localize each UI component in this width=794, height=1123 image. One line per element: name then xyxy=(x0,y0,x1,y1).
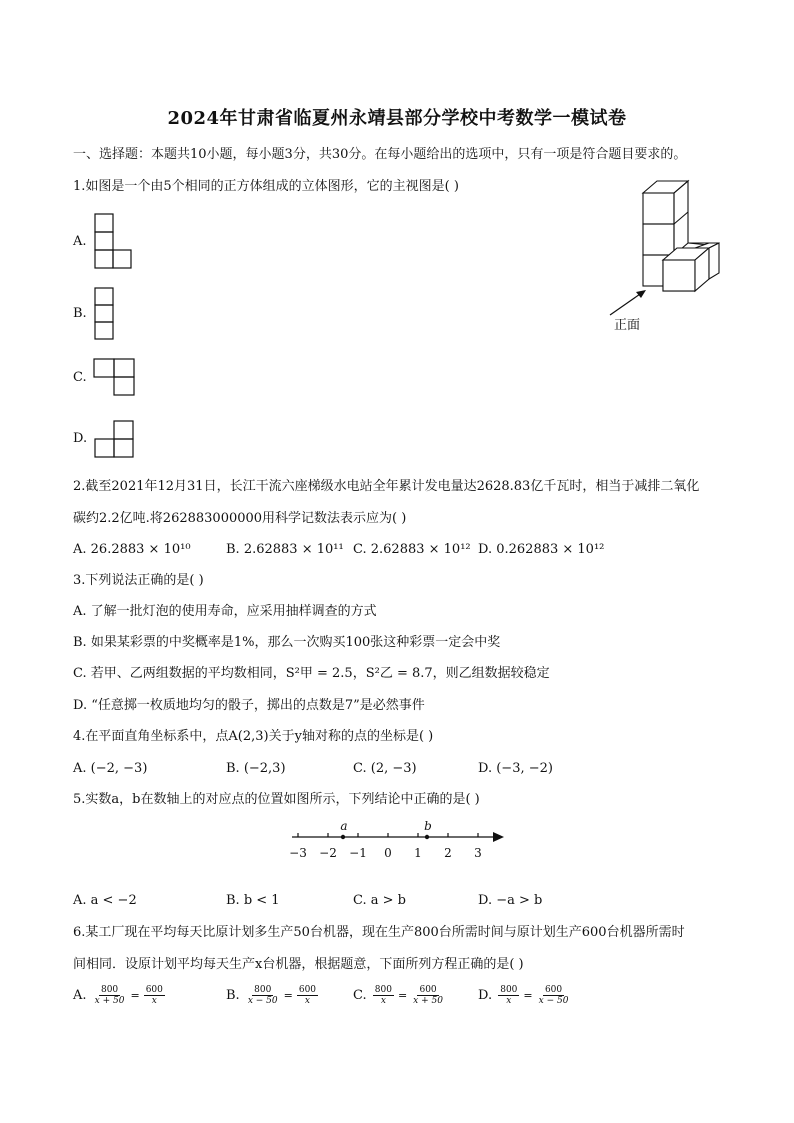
q1-option-a-figure xyxy=(94,213,134,271)
q3-option-d: D. “任意掷一枚质地均匀的骰子，掷出的点数是7”是必然事件 xyxy=(73,698,425,713)
q5-stem: 5.实数a，b在数轴上的对应点的位置如图所示，下列结论中正确的是( ) xyxy=(73,792,480,807)
q2-option-b: B. 2.62883 × 10¹¹ xyxy=(226,542,344,557)
q1-front-label: 正面 xyxy=(614,318,641,333)
number-line-point-b xyxy=(425,835,429,839)
q6-c-fraction-right: $\frac{600}{x + 50}$ xyxy=(413,985,443,1006)
q5-number-line xyxy=(288,812,508,864)
q5-option-d: D. −a > b xyxy=(478,893,543,908)
q2-option-d: D. 0.262883 × 10¹² xyxy=(478,542,605,557)
q6-option-b: B. $\frac{800}{x - 50}$ = $\frac{600}{x}$ xyxy=(226,985,317,1006)
q6-option-c: C. $\frac{800}{x}$ = $\frac{600}{x + 50}$ xyxy=(353,985,443,1006)
q6-d-fraction-left: $\frac{800}{x}$ xyxy=(500,985,518,1006)
number-line-tick-label: −2 xyxy=(319,846,337,860)
q4-option-a: A. (−2, −3) xyxy=(73,761,148,776)
q1-option-a-label: A. xyxy=(73,234,87,249)
q6-b-fraction-right: $\frac{600}{x}$ xyxy=(298,985,317,1006)
exam-title: 2024年甘肃省临夏州永靖县部分学校中考数学一模试卷 xyxy=(167,108,627,129)
section-heading: 一、选择题：本题共10小题，每小题3分，共30分。在每小题给出的选项中，只有一项是符合题目要求的。 xyxy=(73,147,687,162)
q5-option-b: B. b < 1 xyxy=(226,893,280,908)
q1-stem: 1.如图是一个由5个相同的正方体组成的立体图形，它的主视图是( ) xyxy=(73,179,459,194)
q6-a-fraction-left: $\frac{800}{x + 50}$ xyxy=(94,985,125,1006)
q4-option-b: B. (−2,3) xyxy=(226,761,286,776)
q1-option-d-label: D. xyxy=(73,431,88,446)
q6-c-fraction-left: $\frac{800}{x}$ xyxy=(374,985,392,1006)
q5-option-c: C. a > b xyxy=(353,893,406,908)
q6-option-c-letter: C. xyxy=(353,988,367,1003)
number-line-tick-label: −3 xyxy=(289,846,307,860)
q3-option-b: B. 如果某彩票的中奖概率是1%，那么一次购买100张这种彩票一定会中奖 xyxy=(73,635,501,650)
q5-option-a: A. a < −2 xyxy=(73,893,137,908)
q1-option-d-figure xyxy=(93,420,135,460)
q3-option-a: A. 了解一批灯泡的使用寿命，应采用抽样调查的方式 xyxy=(73,604,377,619)
q1-option-b-figure xyxy=(94,287,116,343)
q6-option-d: D. $\frac{800}{x}$ = $\frac{600}{x - 50}$ xyxy=(478,985,569,1006)
q1-option-c-figure xyxy=(93,358,135,398)
number-line-tick-label: −1 xyxy=(349,846,367,860)
number-line-tick-label: 1 xyxy=(414,846,422,860)
q6-option-d-letter: D. xyxy=(478,988,493,1003)
q6-option-a-letter: A. xyxy=(73,988,87,1003)
q3-option-c: C. 若甲、乙两组数据的平均数相同，S²甲 = 2.5，S²乙 = 8.7，则乙组数据较稳定 xyxy=(73,666,550,681)
q4-stem: 4.在平面直角坐标系中，点A(2,3)关于y轴对称的点的坐标是( ) xyxy=(73,729,434,744)
q6-b-fraction-left: $\frac{800}{x - 50}$ xyxy=(247,985,278,1006)
number-line-tick-label: 0 xyxy=(384,846,392,860)
number-line-point-b-label: b xyxy=(424,819,432,833)
q6-option-a: A. $\frac{800}{x + 50}$ = $\frac{600}{x}$ xyxy=(73,985,163,1006)
q3-stem: 3.下列说法正确的是( ) xyxy=(73,573,204,588)
q4-option-d: D. (−3, −2) xyxy=(478,761,553,776)
q2-option-a: A. 26.2883 × 10¹⁰ xyxy=(73,542,191,557)
number-line-point-a xyxy=(341,835,345,839)
q1-option-c-label: C. xyxy=(73,370,87,385)
q6-stem-line2: 间相同．设原计划平均每天生产x台机器，根据题意，下面所列方程正确的是( ) xyxy=(73,957,524,972)
q4-option-c: C. (2, −3) xyxy=(353,761,417,776)
q6-option-b-letter: B. xyxy=(226,988,240,1003)
q2-stem-line2: 碳约2.2亿吨.将262883000000用科学记数法表示应为( ) xyxy=(73,511,407,526)
q1-option-b-label: B. xyxy=(73,306,87,321)
q6-stem-line1: 6.某工厂现在平均每天比原计划多生产50台机器，现在生产800台所需时间与原计划生产600台机器所需时 xyxy=(73,925,685,940)
q6-a-fraction-right: $\frac{600}{x}$ xyxy=(145,985,163,1006)
q2-option-c: C. 2.62883 × 10¹² xyxy=(353,542,471,557)
number-line-point-a-label: a xyxy=(340,819,348,833)
q2-stem-line1: 2.截至2021年12月31日，长江干流六座梯级水电站全年累计发电量达2628.83亿千瓦时，相当于减排二氧化 xyxy=(73,479,700,494)
number-line-tick-label: 3 xyxy=(474,846,482,860)
number-line-tick-label: 2 xyxy=(444,846,452,860)
q6-d-fraction-right: $\frac{600}{x - 50}$ xyxy=(538,985,569,1006)
